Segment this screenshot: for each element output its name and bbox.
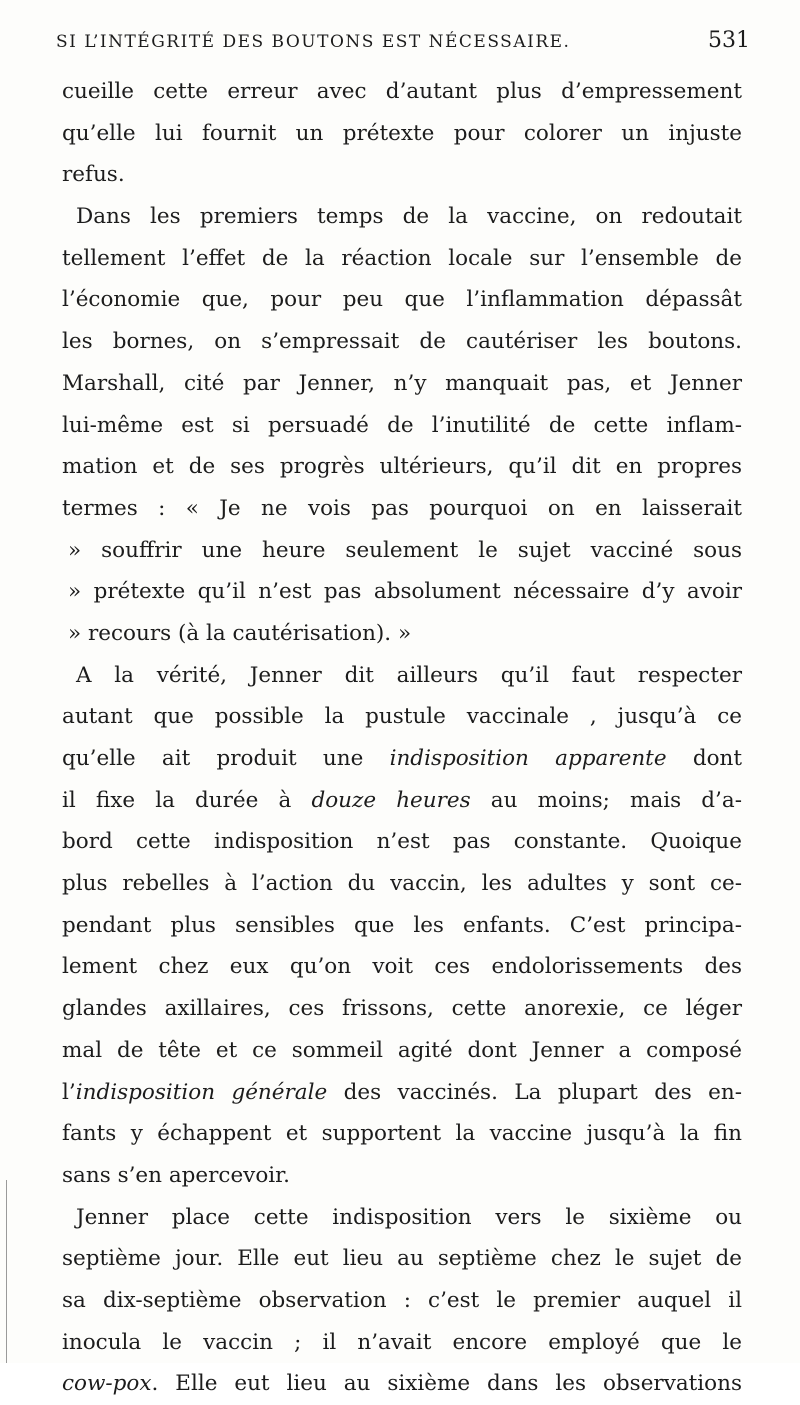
text-run: lui-même est si persuadé de l’inutilité de cette inflam- bbox=[62, 412, 742, 438]
text-line bbox=[62, 1113, 742, 1155]
text-line bbox=[62, 446, 742, 488]
text-line bbox=[62, 363, 742, 405]
text-line bbox=[62, 738, 742, 780]
text-run: qu’elle ait produit une bbox=[62, 746, 390, 771]
body-text bbox=[62, 71, 742, 1405]
text-run: Jenner place cette indisposition vers le sixième ou bbox=[76, 1204, 742, 1230]
text-run: l’ bbox=[62, 1079, 76, 1105]
text-run: des vaccinés. La plupart des en- bbox=[327, 1079, 742, 1105]
text-run: » recours (à la cautérisation). » bbox=[68, 620, 412, 646]
page-number: 531 bbox=[708, 28, 750, 53]
text-line bbox=[62, 1155, 742, 1197]
text-line bbox=[62, 71, 742, 113]
text-line bbox=[62, 154, 742, 196]
text-run: mal de tête et ce sommeil agité dont Jenner a composé bbox=[62, 1037, 742, 1063]
text-run: Marshall, cité par Jenner, n’y manquait pas, et Jenner bbox=[62, 370, 742, 396]
margin-rule bbox=[6, 1180, 7, 1363]
text-run: termes : « Je ne vois pas pourquoi on en laisserait bbox=[62, 495, 742, 521]
text-run: inocula le vaccin ; il n’avait encore employé que le bbox=[62, 1329, 742, 1355]
text-line bbox=[62, 1030, 742, 1072]
text-line bbox=[62, 780, 742, 822]
text-run: » prétexte qu’il n’est pas absolument nécessaire d’y avoir bbox=[68, 579, 742, 605]
text-run: plus rebelles à l’action du vaccin, les adultes y sont ce- bbox=[62, 871, 742, 897]
text-line bbox=[62, 196, 742, 238]
text-run: cueille cette erreur avec d’autant plus d’empressement bbox=[62, 79, 742, 104]
text-run: glandes axillaires, ces frissons, cette anorexie, ce léger bbox=[62, 996, 742, 1022]
text-line bbox=[62, 571, 742, 613]
text-run: sa dix-septième observation : c’est le premier auquel il bbox=[62, 1287, 742, 1313]
text-run: refus. bbox=[62, 162, 125, 188]
text-run: autant que possible la pustule vaccinale , jusqu’à ce bbox=[62, 704, 742, 730]
text-run: au moins; mais d’a- bbox=[470, 787, 742, 813]
text-line bbox=[62, 405, 742, 447]
text-line bbox=[62, 696, 742, 738]
text-line bbox=[62, 238, 742, 280]
text-line bbox=[62, 905, 742, 947]
text-run: dont bbox=[666, 746, 743, 771]
text-run: lement chez eux qu’on voit ces endolorissements des bbox=[62, 954, 742, 980]
text-run: Dans les premiers temps de la vaccine, on redoutait bbox=[76, 204, 742, 230]
text-line bbox=[62, 1363, 742, 1405]
text-line bbox=[62, 613, 742, 655]
text-run: A la vérité, Jenner dit ailleurs qu’il faut respecter bbox=[76, 662, 742, 688]
text-line bbox=[62, 1322, 742, 1364]
running-head bbox=[56, 28, 750, 60]
text-line bbox=[62, 113, 742, 155]
text-run: pendant plus sensibles que les enfants. C’est principa- bbox=[62, 912, 742, 938]
text-run: qu’elle lui fournit un prétexte pour colorer un injuste bbox=[62, 120, 742, 146]
text-line bbox=[62, 988, 742, 1030]
text-line bbox=[62, 1197, 742, 1239]
text-line bbox=[62, 530, 742, 572]
text-run: tellement l’effet de la réaction locale sur l’ensemble de bbox=[62, 245, 742, 271]
text-run: sans s’en apercevoir. bbox=[62, 1162, 290, 1188]
text-run: il fixe la durée à bbox=[62, 787, 312, 813]
text-run: bord cette indisposition n’est pas constante. Quoique bbox=[62, 829, 742, 855]
text-run: . Elle eut lieu au sixième dans les observations bbox=[151, 1371, 742, 1397]
text-run: les bornes, on s’empressait de cautériser les boutons. bbox=[62, 329, 742, 355]
text-run: » souffrir une heure seulement le sujet vacciné sous bbox=[68, 537, 742, 563]
text-line bbox=[62, 321, 742, 363]
text-line bbox=[62, 821, 742, 863]
text-line bbox=[62, 946, 742, 988]
text-line bbox=[62, 279, 742, 321]
text-line bbox=[62, 1072, 742, 1114]
italic-text: indisposition générale bbox=[75, 1079, 328, 1105]
running-title: SI L’INTÉGRITÉ DES BOUTONS EST NÉCESSAIRE. bbox=[56, 32, 571, 52]
text-line bbox=[62, 655, 742, 697]
text-line bbox=[62, 863, 742, 905]
italic-text: douze heures bbox=[311, 787, 471, 813]
text-run: mation et de ses progrès ultérieurs, qu’il dit en propres bbox=[62, 454, 742, 480]
text-line bbox=[62, 1280, 742, 1322]
italic-text: cow-pox bbox=[62, 1371, 152, 1397]
text-run: fants y échappent et supportent la vaccine jusqu’à la fin bbox=[62, 1121, 742, 1147]
text-line bbox=[62, 488, 742, 530]
italic-text: indisposition apparente bbox=[389, 746, 667, 771]
text-run: l’économie que, pour peu que l’inflammation dépassât bbox=[62, 287, 742, 313]
text-line bbox=[62, 1238, 742, 1280]
text-run: septième jour. Elle eut lieu au septième chez le sujet de bbox=[62, 1246, 742, 1272]
